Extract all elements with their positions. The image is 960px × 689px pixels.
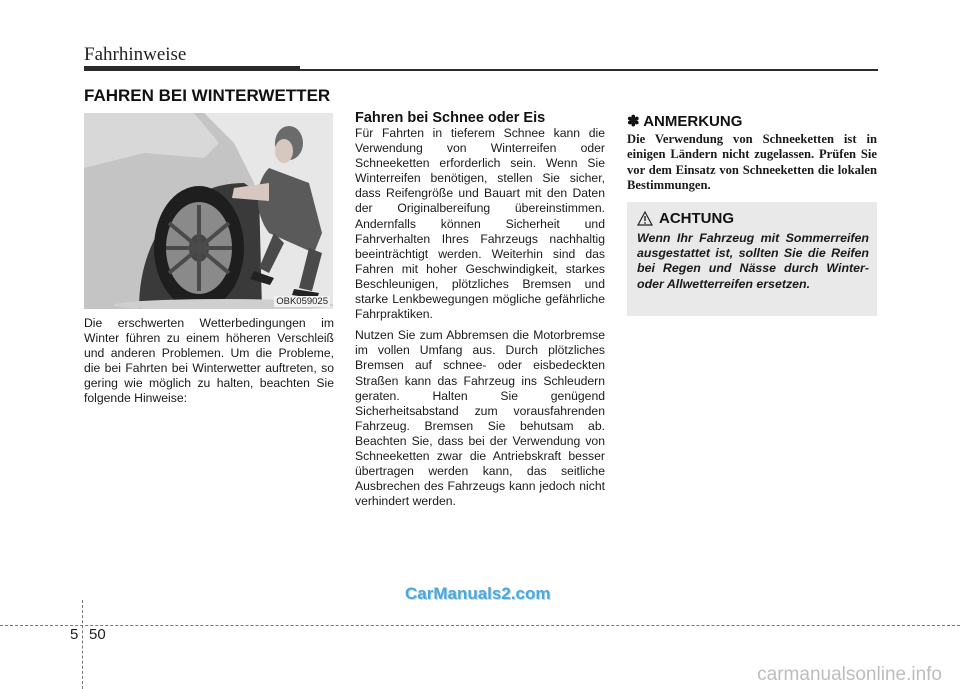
snow-ice-paragraph-1: Für Fahrten in tieferem Schnee kann die Verwendung von Winterreifen oder Schneeketten erforderlich sein. Wenn Sie Winterreifen benötigen, stellen Sie sicher, dass Reifengröße und Bauart mit den Daten der Originalbereifung übereinstimmen. Andernfalls können Sicherheit und Fahrverhalten Ihres Fahrzeugs nachhaltig beeinträchtigt werden. Weiterhin sind das Fahren mit hoher Geschwindigkeit, starkes Beschleunigen, plötzliches Bremsen und starke Lenkbewegungen mögliche gefährliche Fahrpraktiken.	[355, 126, 605, 322]
figure-label: OBK059025	[276, 296, 328, 307]
intro-text: Die erschwerten Wetterbedingungen im Winter führen zu einem höheren Verschleiß und anderen Problemen. Um die Probleme, die bei Fahrten bei Winterwetter auftreten, so gering wie möglich zu halten, beachten Sie folgende Hinweise:	[84, 316, 334, 406]
tire-check-illustration	[84, 113, 333, 309]
note-text: Die Verwendung von Schneeketten ist in einigen Ländern nicht zugelassen. Prüfen Sie vor dem Einsatz von Schneeketten die lokalen Bestimmungen.	[627, 132, 877, 193]
chapter-title: Fahrhinweise	[84, 44, 187, 65]
note-title: ANMERKUNG	[643, 113, 743, 130]
site-watermark: carmanualsonline.info	[757, 664, 942, 685]
header-rule-thin	[300, 69, 878, 71]
footer-divider	[82, 600, 83, 689]
asterisk-icon: ✽	[627, 113, 640, 130]
note-heading	[627, 112, 877, 130]
caution-heading	[637, 210, 734, 227]
snow-ice-heading: Fahren bei Schnee oder Eis	[355, 110, 546, 126]
footer-rule	[0, 625, 960, 626]
note-box	[627, 112, 877, 194]
carmanuals-watermark: CarManuals2.com	[405, 584, 551, 603]
snow-ice-paragraph-2: Nutzen Sie zum Abbremsen die Motorbremse im vollen Umfang aus. Durch plötzliches Bremsen auf schnee- oder eisbedeckten Straßen kann das Fahrzeug ins Schleudern geraten. Halten Sie genügend Sicherheitsabstand zum vorausfahrenden Fahrzeug. Bremsen Sie behutsam ab. Beachten Sie, dass bei der Verwendung von Schneeketten zwar die Antriebskraft besser übertragen werden kann, das seitliche Ausbrechen des Fahrzeugs kann jedoch nicht verhindert werden.	[355, 328, 605, 509]
intro-column	[84, 316, 334, 407]
caution-title: ACHTUNG	[659, 210, 734, 227]
snow-ice-column	[355, 110, 605, 509]
section-title: FAHREN BEI WINTERWETTER	[84, 86, 331, 105]
caution-text: Wenn Ihr Fahrzeug mit Sommerreifen ausgestattet ist, sollten Sie die Reifen bei Regen und Nässe durch Winter- oder Allwetterreifen ersetzen.	[637, 231, 869, 291]
page-number: 50	[89, 626, 106, 643]
caution-box	[627, 202, 877, 316]
chapter-number: 5	[70, 626, 79, 643]
car-wheel-woman-image	[84, 113, 333, 309]
warning-triangle-icon	[637, 211, 653, 226]
header-rule-thick	[84, 66, 300, 71]
